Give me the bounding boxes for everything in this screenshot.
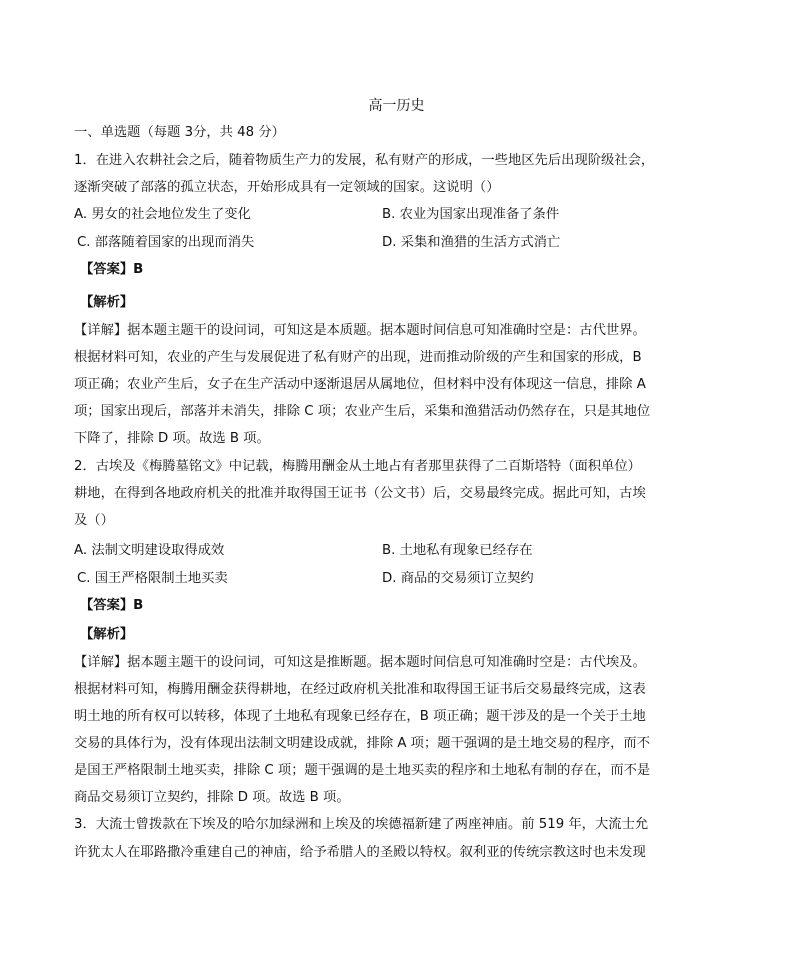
- q2-detail-line-5: 是国王严格限制土地买卖，排除 C 项；题干强调的是土地买卖的程序和土地私有制的存在，而不是: [74, 763, 651, 778]
- q1-stem-line-1: 1．在进入农耕社会之后，随着物质生产力的发展，私有财产的形成，一些地区先后出现阶级社会，: [74, 153, 655, 168]
- q2-stem-line-1: 2．古埃及《梅腾墓铭文》中记载，梅腾用酬金从土地占有者那里获得了二百斯塔特（面积单位）: [74, 459, 641, 474]
- q2-analysis-label: 【解析】: [80, 627, 134, 642]
- q2-detail-line-6: 商品交易须订立契约，排除 D 项。故选 B 项。: [74, 790, 350, 805]
- q3-stem-line-2: 许犹太人在耶路撒冷重建自己的神庙，给予希腊人的圣殿以特权。叙利亚的传统宗教这时也未发现: [74, 845, 646, 860]
- q1-option-b: B. 农业为国家出现准备了条件: [382, 207, 560, 222]
- q2-option-a: A. 法制文明建设取得成效: [74, 543, 225, 558]
- q2-answer: 【答案】B: [80, 598, 144, 613]
- q1-stem-line-2: 逐渐突破了部落的孤立状态，开始形成具有一定领域的国家。这说明（）: [74, 180, 500, 195]
- q2-stem-line-3: 及（）: [74, 513, 114, 528]
- q2-option-c: C. 国王严格限制土地买卖: [77, 571, 228, 586]
- q1-detail-line-4: 项；国家出现后，部落并未消失，排除 C 项；农业产生后，采集和渔猎活动仍然存在，只是其地位: [74, 404, 651, 419]
- q1-detail-line-2: 根据材料可知，农业的产生与发展促进了私有财产的出现，进而推动阶级的产生和国家的形成，B: [74, 350, 642, 365]
- q1-analysis-label: 【解析】: [80, 295, 134, 310]
- q2-detail-line-2: 根据材料可知，梅腾用酬金获得耕地，在经过政府机关批准和取得国王证书后交易最终完成，这表: [74, 682, 646, 697]
- section-heading: 一、单选题（每题 3分，共 48 分）: [74, 125, 285, 140]
- page-title: 高一历史: [368, 98, 425, 114]
- q2-option-b: B. 土地私有现象已经存在: [382, 543, 533, 558]
- q1-detail-line-5: 下降了，排除 D 项。故选 B 项。: [74, 431, 270, 446]
- q1-answer: 【答案】B: [80, 262, 144, 277]
- q2-detail-line-3: 明土地的所有权可以转移，体现了土地私有现象已经存在，B 项正确；题干涉及的是一个关于土地: [74, 709, 646, 724]
- q1-detail-line-1: 【详解】据本题主题干的设问词，可知这是本质题。据本题时间信息可知准确时空是：古代世界。: [74, 323, 646, 338]
- q1-detail-line-3: 项正确；农业产生后，女子在生产活动中逐渐退居从属地位，但材料中没有体现这一信息，排除 A: [74, 377, 646, 392]
- q2-detail-line-4: 交易的具体行为，没有体现出法制文明建设成就，排除 A 项；题干强调的是土地交易的程序，而不: [74, 736, 651, 751]
- q2-option-d: D. 商品的交易须订立契约: [382, 571, 534, 586]
- q1-option-a: A. 男女的社会地位发生了变化: [74, 207, 251, 222]
- q3-stem-line-1: 3．大流士曾拨款在下埃及的哈尔加绿洲和上埃及的埃德福新建了两座神庙。前 519 年，大流士允: [74, 817, 649, 832]
- q1-option-c: C. 部落随着国家的出现而消失: [77, 235, 255, 250]
- q2-detail-line-1: 【详解】据本题主题干的设问词，可知这是推断题。据本题时间信息可知准确时空是：古代埃及。: [74, 655, 646, 670]
- q1-option-d: D. 采集和渔猎的生活方式消亡: [382, 235, 561, 250]
- q2-stem-line-2: 耕地，在得到各地政府机关的批准并取得国王证书（公文书）后，交易最终完成。据此可知，古埃: [74, 486, 646, 501]
